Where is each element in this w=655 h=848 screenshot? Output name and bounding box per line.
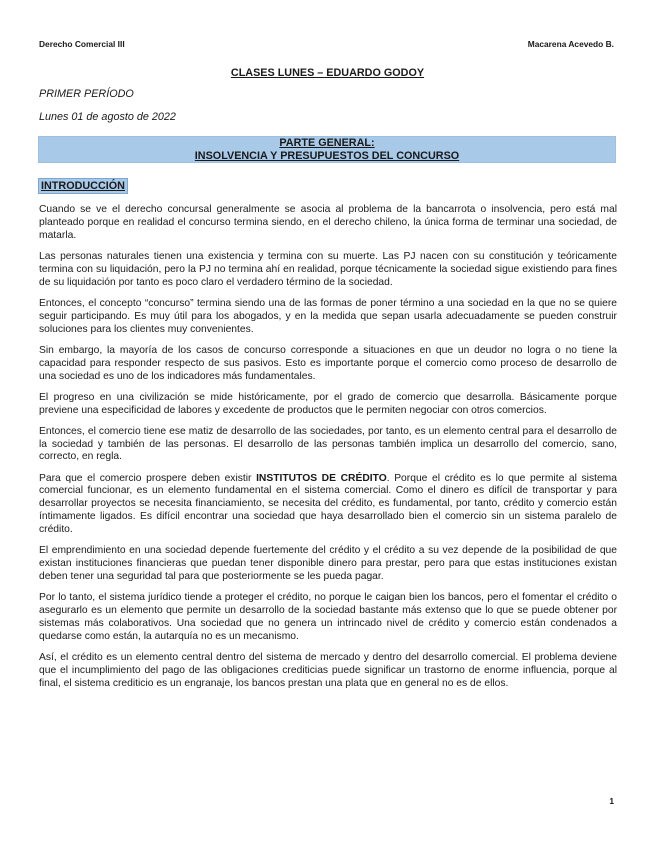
paragraph: Así, el crédito es un elemento central dentro del sistema de mercado y dentro del desarrollo comercial. El problema deviene que el incumplimiento del pago de las obligaciones crediticias puede significar un trastorno de enorme influencia, porque al final, el sistema crediticio es un engranaje, los bancos prestan una plata que en general no es de ellos.	[39, 651, 617, 689]
paragraph: El progreso en una civilización se mide históricamente, por el grado de comercio que desarrolla. Básicamente porque previene una especificidad de labores y excedente de productos que le permiten negociar con otros comercios.	[39, 391, 617, 416]
paragraph: Entonces, el comercio tiene ese matiz de desarrollo de las sociedades, por tanto, es un elemento central para el desarrollo de la sociedad y también de las personas. El desarrollo de las personas también implica un desarrollo del comercio, sano, correcto, en regla.	[39, 425, 617, 463]
credit-institutes-bold: INSTITUTOS DE CRÉDITO	[256, 472, 387, 484]
paragraph: Las personas naturales tienen una existencia y termina con su muerte. Las PJ nacen con su constitución y teóricamente termina con su liquidación, pero la PJ no termina ahí en realidad, porque técnicamente la sociedad sigue existiendo para fines de su liquidación por tanto es poco claro el verdadero término de la sociedad.	[39, 250, 617, 288]
paragraph: Entonces, el concepto “concurso” termina siendo una de las formas de poner término a una sociedad en la que no se quiere seguir participando. Es muy útil para los abogados, y en la medida que sepan usarla adecuadamente se pueden construir soluciones para los clientes muy convenientes.	[39, 297, 617, 335]
credit-paragraph	[39, 473, 617, 538]
period-label: PRIMER PERÍODO	[39, 88, 134, 100]
credit-text-after: . Porque el crédito es lo que permite al sistema comercial funcionar, es un elemento fundamental en el sistema comercial. Como el dinero es difícil de transportar y para desarrollar proyectos se necesita financiamiento, se necesita del crédito, es fundamental, por tanto, crédito y comercio están íntimamente ligados. Es difícil encontrar una sociedad que haya desarrollado bien el comercio sin un sistema paralelo de crédito.	[39, 472, 617, 536]
header-course: Derecho Comercial III	[39, 39, 125, 49]
banner-line-2: INSOLVENCIA Y PRESUPUESTOS DEL CONCURSO	[194, 149, 460, 162]
document-body	[39, 204, 617, 699]
section-heading: INTRODUCCIÓN	[38, 178, 128, 194]
credit-text-before: Para que el comercio prospere deben existir	[39, 472, 257, 484]
class-date: Lunes 01 de agosto de 2022	[39, 111, 176, 123]
paragraph: Por lo tanto, el sistema jurídico tiende a proteger el crédito, no porque le caigan bien los bancos, pero el fomentar el crédito o asegurarlo es un elemento que permite un desarrollo de la sociedad bastante más extenso que lo que se puede obtener por sistemas más colaborativos. Una sociedad que no genera un intrincado nivel de crédito y comercio están condenados a quedarse como están, la autarquía no es un mecanismo.	[39, 592, 617, 642]
document-title: CLASES LUNES – EDUARDO GODOY	[230, 67, 425, 79]
part-banner	[38, 136, 616, 163]
paragraph: El emprendimiento en una sociedad depende fuertemente del crédito y el crédito a su vez depende de la posibilidad de que existan instituciones financieras que puedan tener disponible dinero para prestar, pero para que estas instituciones existan deben tener una seguridad tal para que posteriormente se les pueda pagar.	[39, 545, 617, 583]
banner-line-1: PARTE GENERAL:	[279, 137, 375, 149]
header-author: Macarena Acevedo B.	[527, 39, 614, 49]
paragraph: Cuando se ve el derecho concursal generalmente se asocia al problema de la bancarrota o insolvencia, pero está mal planteado porque en realidad el concurso termina siendo, en el derecho chileno, la única forma de terminar una sociedad, de matarla.	[39, 204, 617, 241]
page-number: 1	[609, 796, 614, 806]
paragraph: Sin embargo, la mayoría de los casos de concurso corresponde a situaciones en que un deudor no logra o no tiene la capacidad para responder respecto de sus pasivos. Esto es importante porque el comercio como proceso de desarrollo de una sociedad es uno de los indicadores más fundamentales.	[39, 344, 617, 382]
